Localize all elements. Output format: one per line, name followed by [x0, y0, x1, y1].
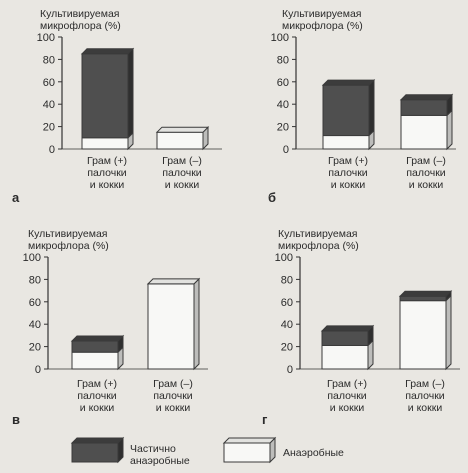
bar-side: [447, 110, 452, 149]
category-label: палочки: [153, 390, 193, 402]
y-tick-label: 40: [280, 319, 293, 332]
y-tick-label: 100: [36, 32, 55, 44]
y-tick-label: 20: [280, 341, 293, 354]
y-tick-label: 0: [282, 144, 289, 156]
y-tick-label: 40: [28, 319, 41, 332]
category-label: Грам (+): [86, 155, 128, 167]
bar-top: [82, 49, 133, 54]
bar-segment-anaerobic: [400, 301, 446, 369]
y-tick-label: 100: [274, 252, 293, 264]
bar-side: [446, 296, 451, 369]
bar-side: [128, 49, 133, 138]
category-label: палочки: [406, 167, 446, 179]
chart-panel-3: [12, 228, 208, 427]
y-axis-title-line-2: микрофлора (%): [278, 240, 359, 252]
legend-label-anaerobic: Анаэробные: [283, 447, 344, 459]
y-tick-label: 100: [270, 32, 289, 44]
category-label: Грам (+): [76, 378, 118, 390]
y-tick-label: 40: [276, 99, 289, 112]
legend-swatch-top: [224, 438, 275, 443]
bar-segment-anaerobic: [82, 138, 128, 149]
y-tick-label: 80: [28, 274, 41, 287]
y-axis-title-line-2: микрофлора (%): [282, 20, 363, 32]
bar-segment-anaerobic: [322, 345, 368, 369]
y-tick-label: 0: [48, 144, 55, 156]
category-label: палочки: [405, 390, 445, 402]
bar-segment-partial-anaerobic: [72, 341, 118, 352]
bar-segment-anaerobic: [72, 352, 118, 369]
category-label: Грам (–): [162, 155, 202, 167]
legend-swatch-partial-anaerobic: [72, 443, 118, 462]
legend: [72, 438, 344, 467]
y-axis-title-line-1: Культивируемая: [278, 228, 358, 240]
y-tick-label: 80: [42, 54, 55, 67]
category-label: и кокки: [330, 179, 366, 191]
y-axis-title-line-1: Культивируемая: [28, 228, 108, 240]
y-tick-label: 0: [34, 364, 41, 376]
legend-label-partial-line-2: анаэробные: [130, 455, 190, 467]
y-tick-label: 80: [280, 274, 293, 287]
category-label: палочки: [328, 167, 368, 179]
chart-panel-1: [12, 8, 222, 205]
bar-top: [157, 127, 208, 132]
y-tick-label: 60: [276, 76, 289, 89]
bar-top: [323, 80, 374, 85]
panel-letter: в: [12, 412, 20, 427]
bar-top: [72, 336, 123, 341]
bar-side: [369, 80, 374, 135]
bar-segment-partial-anaerobic: [400, 296, 446, 300]
legend-label-partial-line-1: Частично: [130, 443, 176, 455]
bar-segment-partial-anaerobic: [401, 100, 447, 116]
bar-segment-anaerobic: [323, 136, 369, 149]
category-label: палочки: [87, 167, 127, 179]
bar-segment-partial-anaerobic: [322, 331, 368, 346]
chart-panel-4: [262, 228, 460, 427]
bar-segment-anaerobic: [157, 132, 203, 149]
panel-letter: г: [262, 412, 268, 427]
category-label: и кокки: [164, 179, 200, 191]
legend-swatch-top: [72, 438, 123, 443]
bar-top: [400, 291, 451, 296]
y-tick-label: 20: [42, 121, 55, 134]
panel-letter: а: [12, 190, 20, 205]
y-tick-label: 60: [42, 76, 55, 89]
category-label: и кокки: [155, 402, 191, 414]
legend-swatch-anaerobic: [224, 443, 270, 462]
category-label: палочки: [77, 390, 117, 402]
y-axis-title-line-2: микрофлора (%): [40, 20, 121, 32]
y-tick-label: 80: [276, 54, 289, 67]
category-label: Грам (+): [326, 378, 368, 390]
category-label: Грам (+): [327, 155, 369, 167]
category-label: и кокки: [79, 402, 115, 414]
y-axis-title-line-1: Культивируемая: [40, 8, 120, 20]
bar-segment-anaerobic: [148, 284, 194, 369]
y-tick-label: 60: [280, 296, 293, 309]
bar-top: [148, 279, 199, 284]
y-tick-label: 60: [28, 296, 41, 309]
bar-top: [322, 326, 373, 331]
category-label: и кокки: [407, 402, 443, 414]
bar-segment-anaerobic: [401, 115, 447, 149]
bar-side: [194, 279, 199, 369]
bar-segment-partial-anaerobic: [323, 85, 369, 135]
bar-segment-partial-anaerobic: [82, 54, 128, 138]
category-label: Грам (–): [406, 155, 446, 167]
y-tick-label: 0: [286, 364, 293, 376]
y-tick-label: 100: [22, 252, 41, 264]
chart-panel-2: [268, 8, 456, 205]
category-label: Грам (–): [153, 378, 193, 390]
category-label: Грам (–): [405, 378, 445, 390]
y-tick-label: 20: [276, 121, 289, 134]
category-label: и кокки: [408, 179, 444, 191]
category-label: и кокки: [89, 179, 125, 191]
y-axis-title-line-1: Культивируемая: [282, 8, 362, 20]
category-label: и кокки: [329, 402, 365, 414]
y-tick-label: 20: [28, 341, 41, 354]
y-axis-title-line-2: микрофлора (%): [28, 240, 109, 252]
panel-letter: б: [268, 190, 277, 205]
bar-top: [401, 95, 452, 100]
category-label: палочки: [327, 390, 367, 402]
y-tick-label: 40: [42, 99, 55, 112]
category-label: палочки: [162, 167, 202, 179]
